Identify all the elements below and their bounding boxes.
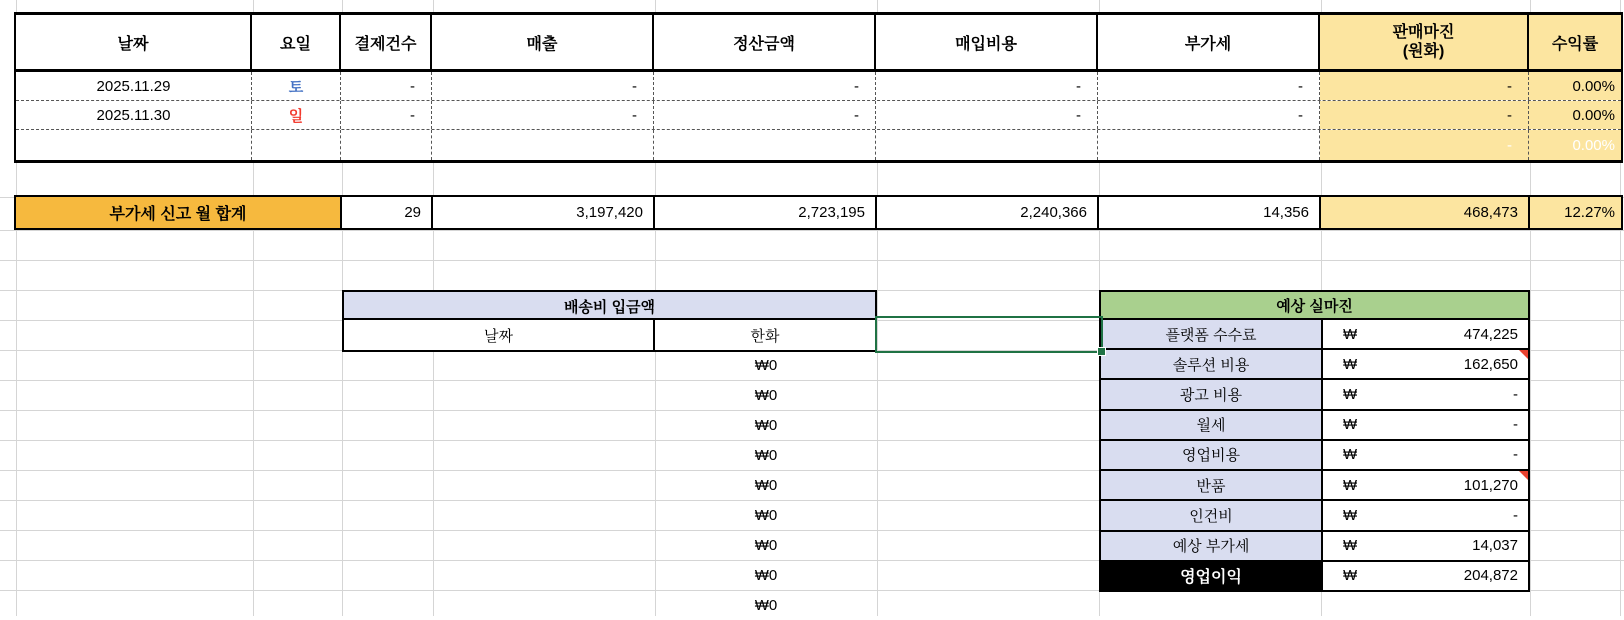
won-symbol: ₩ [1343,506,1358,524]
margin-row-value[interactable] [1323,350,1528,378]
margin-cell[interactable]: - [1320,130,1529,160]
margin-row-value[interactable] [1323,441,1528,469]
list-item [1101,532,1528,562]
won-symbol: ₩ [1343,446,1358,464]
expected-margin-table [1099,318,1530,592]
summary-label-cell[interactable]: 부가세 신고 월 합계 [16,197,342,228]
vat-cell[interactable]: - [1098,101,1320,129]
shipping-amount-cell[interactable]: ₩0 [754,416,778,434]
won-symbol: ₩ [1343,355,1358,373]
margin-amount: 204,872 [1463,567,1518,585]
summary-purchase-cell[interactable]: 2,240,366 [877,197,1099,228]
operating-profit-label[interactable]: 영업이익 [1101,562,1323,590]
summary-vat-cell[interactable]: 14,356 [1099,197,1321,228]
list-item [1101,380,1528,410]
shipping-col-krw[interactable]: 한화 [750,327,780,345]
margin-row-label[interactable]: 반품 [1101,471,1323,499]
table-row [16,101,1621,130]
summary-settlement-cell[interactable]: 2,723,195 [655,197,877,228]
shipping-amount-cell[interactable]: ₩0 [754,506,778,524]
day-cell[interactable]: 토 [252,72,341,100]
col-header-date[interactable]: 날짜 [16,15,252,69]
margin-row-value[interactable] [1323,411,1528,439]
margin-amount: 162,650 [1463,355,1518,373]
margin-amount: - [1513,506,1518,524]
vat-monthly-summary-row [14,195,1623,230]
won-symbol: ₩ [1343,416,1358,434]
won-symbol: ₩ [1343,325,1358,343]
rate-cell[interactable]: 0.00% [1529,101,1621,129]
shipping-amount-cell[interactable]: ₩0 [754,356,778,374]
day-cell[interactable] [252,130,341,160]
summary-margin-cell[interactable]: 468,473 [1321,197,1530,228]
margin-header-line1: 판매마진 [1392,24,1455,41]
table-row [16,130,1621,160]
list-item [1101,471,1528,501]
settlement-cell[interactable]: - [654,101,876,129]
shipping-amount-cell[interactable]: ₩0 [754,446,778,464]
sales-cell[interactable]: - [432,72,654,100]
col-header-sales[interactable]: 매출 [432,15,654,69]
list-item [1101,501,1528,531]
margin-row-label[interactable]: 광고 비용 [1101,380,1323,408]
list-item [1101,441,1528,471]
daily-sales-table [14,12,1623,163]
shipping-amount-cell[interactable]: ₩0 [754,536,778,554]
settlement-cell[interactable]: - [654,72,876,100]
fill-handle[interactable] [1097,347,1106,356]
comment-note-marker [1519,471,1528,480]
col-header-purchase[interactable]: 매입비용 [876,15,1098,69]
col-header-vat[interactable]: 부가세 [1098,15,1320,69]
purchase-cell[interactable]: - [876,101,1098,129]
list-item [1101,411,1528,441]
date-cell[interactable] [16,130,252,160]
shipping-amount-cell[interactable]: ₩0 [754,596,778,614]
vat-cell[interactable]: - [1098,72,1320,100]
margin-header-line2: (원화) [1402,43,1445,60]
summary-count-cell[interactable]: 29 [342,197,433,228]
purchase-cell[interactable] [876,130,1098,160]
margin-amount: 101,270 [1463,476,1518,494]
won-symbol: ₩ [1343,386,1358,404]
shipping-amount-cell[interactable]: ₩0 [754,566,778,584]
margin-cell[interactable]: - [1320,101,1529,129]
count-cell[interactable] [341,130,432,160]
margin-row-value[interactable] [1323,532,1528,560]
summary-sales-cell[interactable]: 3,197,420 [433,197,655,228]
rate-cell[interactable]: 0.00% [1529,72,1621,100]
margin-row-value[interactable] [1323,471,1528,499]
gridline-h [0,260,1624,261]
shipping-col-date[interactable]: 날짜 [344,320,655,350]
date-cell[interactable]: 2025.11.29 [16,72,252,100]
count-cell[interactable]: - [341,72,432,100]
sales-cell[interactable] [432,130,654,160]
margin-amount: 14,037 [1472,537,1518,555]
margin-amount: - [1513,446,1518,464]
col-header-count[interactable]: 결제건수 [341,15,432,69]
list-item [1101,320,1528,350]
won-symbol: ₩ [1343,476,1358,494]
shipping-amount-cell[interactable]: ₩0 [754,476,778,494]
sales-cell[interactable]: - [432,101,654,129]
shipping-amount-cell[interactable]: ₩0 [754,386,778,404]
purchase-cell[interactable]: - [876,72,1098,100]
margin-row-value[interactable] [1323,562,1528,590]
table-row [16,72,1621,101]
date-cell[interactable]: 2025.11.30 [16,101,252,129]
list-item [1101,350,1528,380]
shipping-table-title[interactable]: 배송비 입금액 [342,290,877,322]
margin-row-label[interactable]: 솔루션 비용 [1101,350,1323,378]
margin-amount: - [1513,386,1518,404]
margin-row-label[interactable]: 플랫폼 수수료 [1101,320,1323,348]
col-header-day[interactable]: 요일 [252,15,341,69]
expected-margin-table-title[interactable]: 예상 실마진 [1099,290,1530,320]
summary-rate-cell[interactable]: 12.27% [1530,197,1621,228]
selected-cell[interactable] [875,316,1103,353]
margin-row-label[interactable]: 인건비 [1101,501,1323,529]
margin-row-label[interactable]: 영업비용 [1101,441,1323,469]
margin-row-value[interactable] [1323,320,1528,348]
rate-cell[interactable]: 0.00% [1529,130,1621,160]
col-header-margin[interactable] [1320,15,1529,69]
list-item [1101,562,1528,590]
gridline-h [0,230,1624,231]
comment-note-marker [1519,350,1528,359]
col-header-rate[interactable]: 수익률 [1529,15,1621,69]
col-header-settlement[interactable]: 정산금액 [654,15,876,69]
won-symbol: ₩ [1343,567,1358,585]
shipping-table-header-row [342,318,877,352]
daily-table-header-row [16,15,1621,72]
margin-row-label[interactable]: 예상 부가세 [1101,532,1323,560]
count-cell[interactable]: - [341,101,432,129]
margin-amount: - [1513,416,1518,434]
margin-row-value[interactable] [1323,501,1528,529]
margin-amount: 474,225 [1463,325,1518,343]
margin-cell[interactable]: - [1320,72,1529,100]
margin-row-value[interactable] [1323,380,1528,408]
day-cell[interactable]: 일 [252,101,341,129]
vat-cell[interactable] [1098,130,1320,160]
settlement-cell[interactable] [654,130,876,160]
won-symbol: ₩ [1343,537,1358,555]
margin-row-label[interactable]: 월세 [1101,411,1323,439]
